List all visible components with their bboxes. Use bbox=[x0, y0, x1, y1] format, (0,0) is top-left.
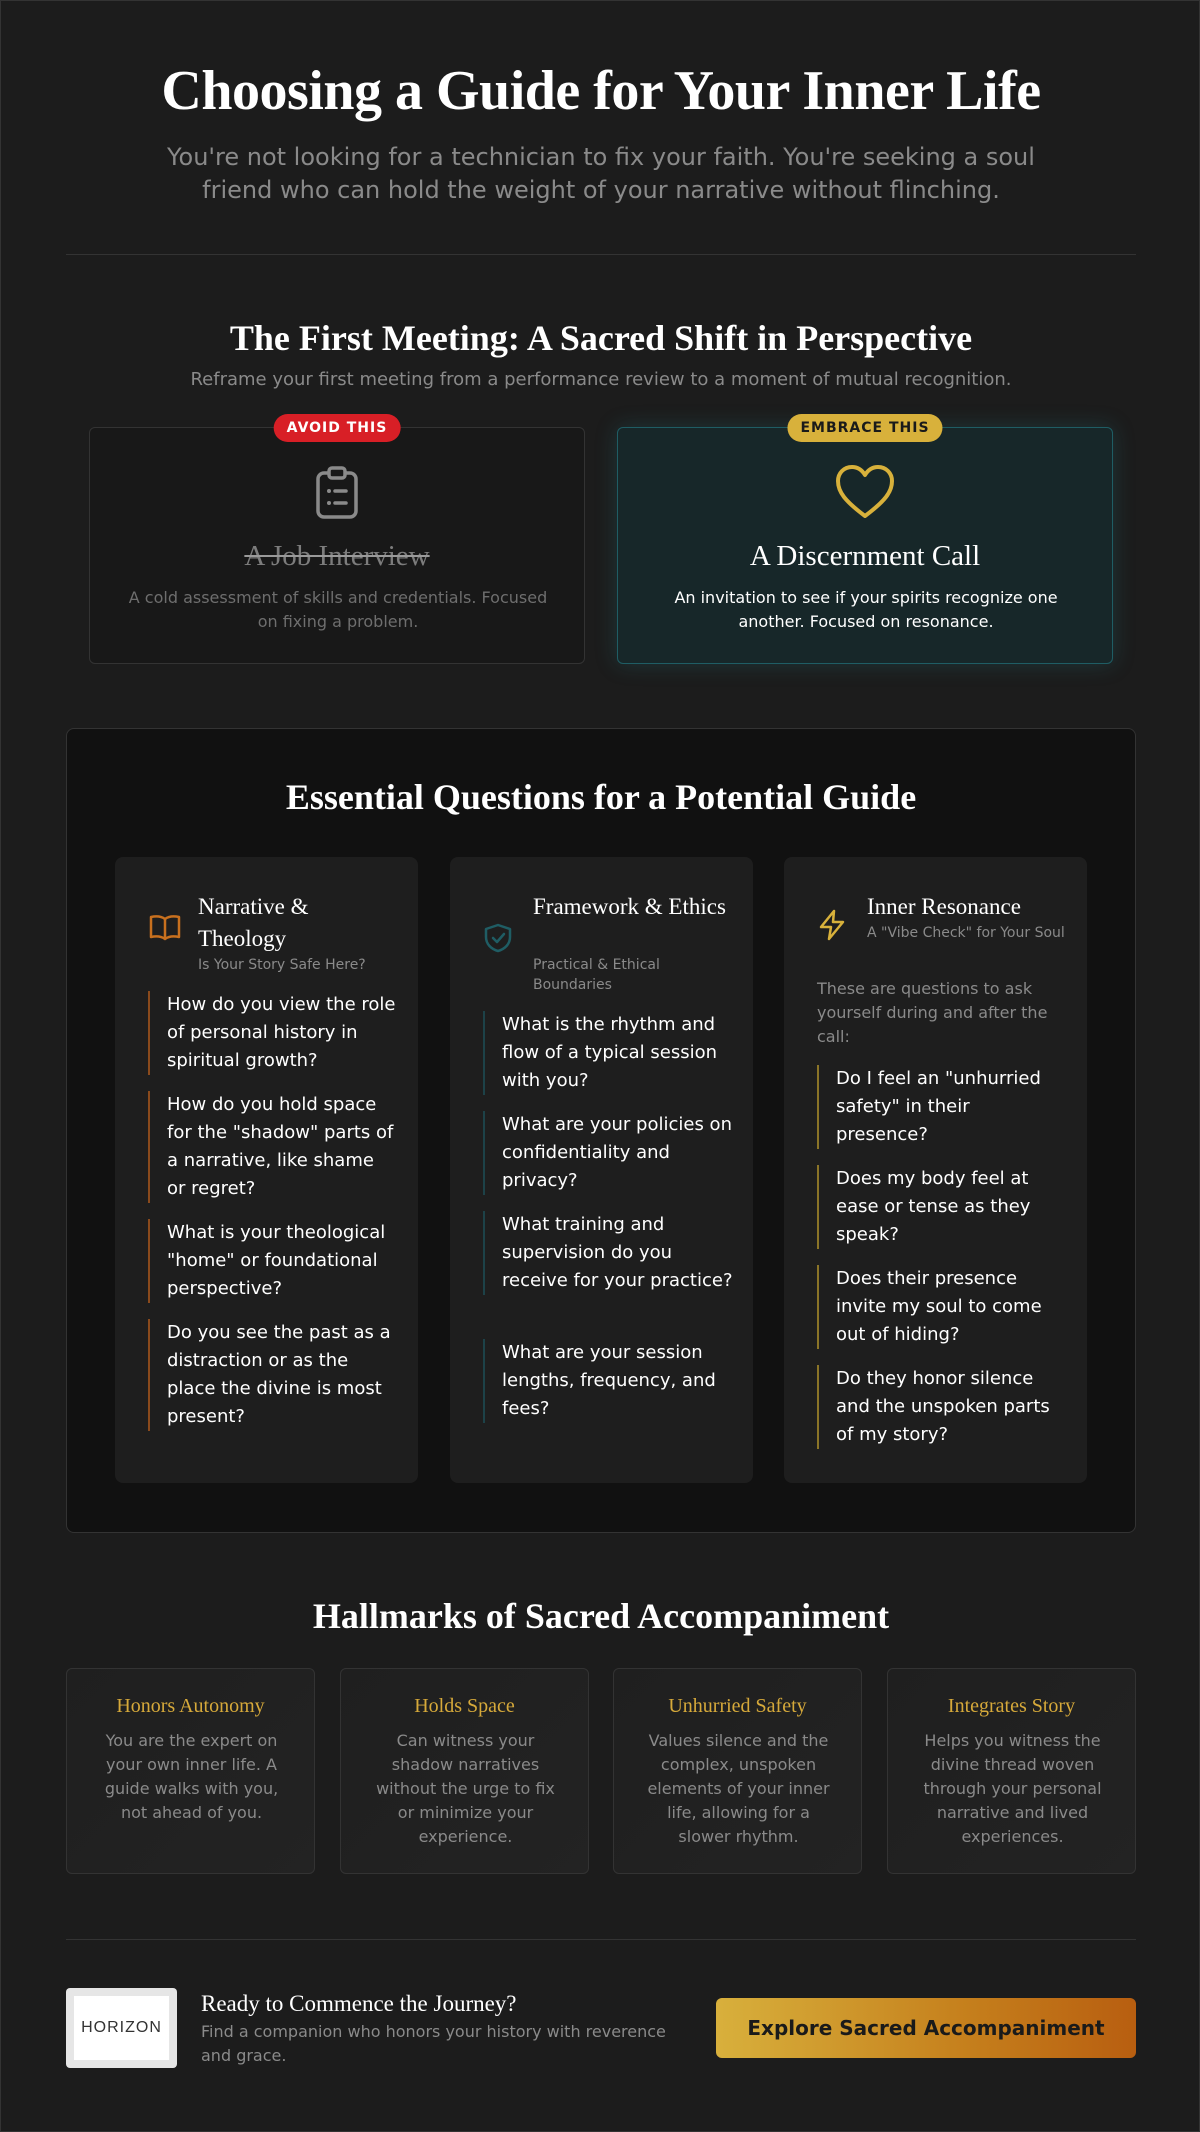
hallmark-title: Holds Space bbox=[414, 1695, 515, 1717]
hallmark-description: Can witness your shadow narratives without the urge to fix or minimize your experience. bbox=[376, 1731, 555, 1846]
hallmarks-title: Hallmarks of Sacred Accompaniment bbox=[312, 1596, 890, 1636]
page-subtitle: You're not looking for a technician to fix your faith. You're seeking a soul friend who can hold the weight of your narrative without flinching. bbox=[167, 143, 1035, 204]
avoid-heading: A Job Interview bbox=[244, 540, 430, 572]
question-column-narrative bbox=[115, 857, 418, 1483]
avoid-description: A cold assessment of skills and credentials. Focused on fixing a problem. bbox=[128, 588, 548, 631]
heart-icon bbox=[835, 464, 895, 524]
shield-check-icon bbox=[484, 923, 512, 957]
question-item: What are your policies on confidentiality and privacy? bbox=[483, 1111, 733, 1195]
cta-description: Find a companion who honors your history with reverence and grace. bbox=[201, 2022, 666, 2065]
hallmark-title: Integrates Story bbox=[947, 1695, 1076, 1717]
column-subtitle: Practical & Ethical Boundaries bbox=[533, 957, 660, 993]
hallmark-title: Honors Autonomy bbox=[116, 1695, 265, 1717]
question-item: What is the rhythm and flow of a typical session with you? bbox=[483, 1011, 733, 1095]
question-item: What training and supervision do you receive for your practice? bbox=[483, 1211, 733, 1295]
footer-divider bbox=[66, 1939, 1136, 1940]
logo-text: HORIZON bbox=[74, 1996, 169, 2060]
hallmark-description: Helps you witness the divine thread woven through your personal narrative and lived experiences. bbox=[923, 1731, 1102, 1846]
hallmark-description: You are the expert on your own inner life. A guide walks with you, not ahead of you. bbox=[104, 1731, 279, 1822]
hallmark-description: Values silence and the complex, unspoken elements of your inner life, allowing for a slower rhythm. bbox=[647, 1731, 830, 1846]
column-subtitle: A "Vibe Check" for Your Soul bbox=[867, 925, 1065, 941]
hallmark-card bbox=[340, 1668, 589, 1874]
first-meeting-subtitle: Reframe your first meeting from a performance review to a moment of mutual recognition. bbox=[190, 369, 1012, 390]
column-subtitle: Is Your Story Safe Here? bbox=[198, 957, 366, 973]
question-item: What are your session lengths, frequency, and fees? bbox=[483, 1339, 733, 1423]
first-meeting-title: The First Meeting: A Sacred Shift in Perspective bbox=[229, 318, 973, 358]
question-column-framework bbox=[450, 857, 753, 1483]
question-item: Do I feel an "unhurried safety" in their presence? bbox=[817, 1065, 1067, 1149]
question-item: Does their presence invite my soul to come out of hiding? bbox=[817, 1265, 1067, 1349]
explore-button[interactable]: Explore Sacred Accompaniment bbox=[716, 1998, 1136, 2058]
hallmark-title: Unhurried Safety bbox=[668, 1695, 807, 1717]
question-column-resonance bbox=[784, 857, 1087, 1483]
clipboard-icon bbox=[313, 466, 361, 524]
cta-title: Ready to Commence the Journey? bbox=[201, 1991, 517, 2016]
logo bbox=[66, 1988, 177, 2068]
page-title: Choosing a Guide for Your Inner Life bbox=[161, 60, 1041, 122]
question-item: Does my body feel at ease or tense as they speak? bbox=[817, 1165, 1067, 1249]
column-title: Narrative & Theology bbox=[198, 894, 309, 951]
column-title: Inner Resonance bbox=[867, 894, 1021, 919]
hallmark-card bbox=[887, 1668, 1136, 1874]
column-title: Framework & Ethics bbox=[533, 894, 726, 919]
book-icon bbox=[149, 913, 181, 945]
hero-divider bbox=[66, 254, 1136, 255]
question-item: Do they honor silence and the unspoken parts of my story? bbox=[817, 1365, 1067, 1449]
question-item: Do you see the past as a distraction or as the place the divine is most present? bbox=[148, 1319, 398, 1431]
embrace-description: An invitation to see if your spirits recognize one another. Focused on resonance. bbox=[674, 588, 1058, 631]
column-intro: These are questions to ask yourself during and after the call: bbox=[817, 979, 1048, 1046]
question-item: How do you view the role of personal history in spiritual growth? bbox=[148, 991, 398, 1075]
embrace-card bbox=[617, 420, 1113, 664]
question-item: How do you hold space for the "shadow" parts of a narrative, like shame or regret? bbox=[148, 1091, 398, 1203]
avoid-card bbox=[89, 420, 585, 664]
lightning-icon bbox=[818, 909, 846, 945]
question-item: What is your theological "home" or foundational perspective? bbox=[148, 1219, 398, 1303]
hallmark-card bbox=[66, 1668, 315, 1874]
avoid-badge: AVOID THIS bbox=[274, 414, 401, 442]
questions-title: Essential Questions for a Potential Guide bbox=[285, 777, 917, 817]
hallmark-card bbox=[613, 1668, 862, 1874]
embrace-badge: EMBRACE THIS bbox=[787, 414, 942, 442]
embrace-heading: A Discernment Call bbox=[749, 540, 981, 572]
